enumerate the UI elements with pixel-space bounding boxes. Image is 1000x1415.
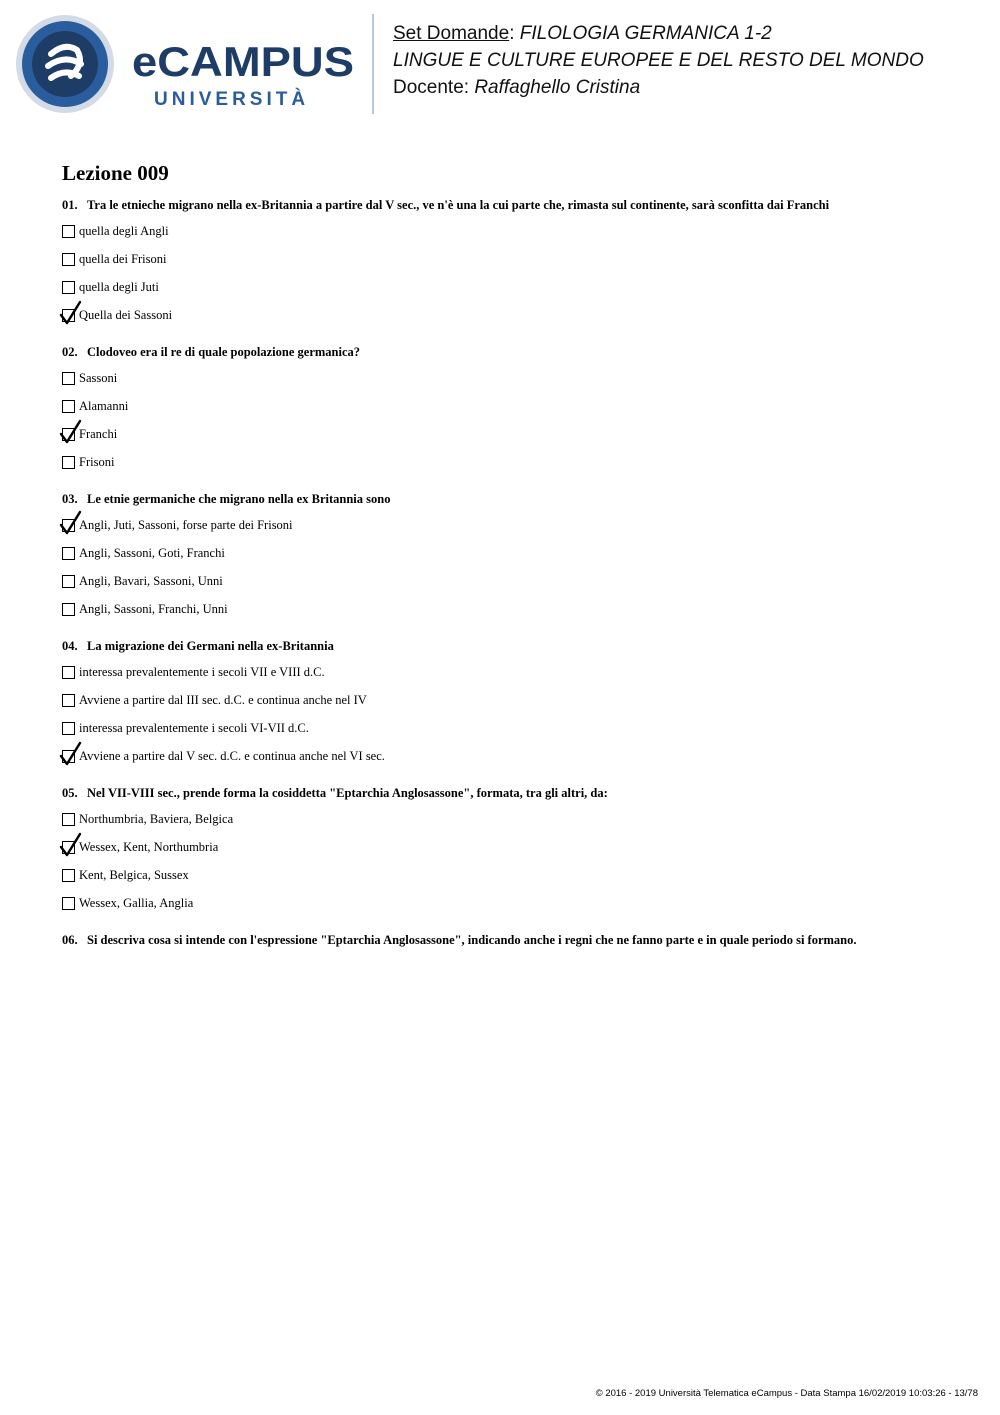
answer-option[interactable] [62, 691, 367, 709]
option-label: Wessex, Gallia, Anglia [79, 895, 194, 910]
option-label: quella dei Frisoni [79, 251, 167, 266]
answer-option[interactable] [62, 663, 325, 681]
option-label: Frisoni [79, 454, 115, 469]
option-label: Angli, Juti, Sassoni, forse parte dei Frisoni [79, 517, 293, 532]
question-number: 06. [62, 933, 78, 947]
course-name: LINGUE E CULTURE EUROPEE E DEL RESTO DEL MONDO [393, 50, 924, 71]
page-footer: © 2016 - 2019 Università Telematica eCampus - Data Stampa 16/02/2019 10:03:26 - 13/78 [595, 1388, 978, 1399]
option-label: Angli, Bavari, Sassoni, Unni [79, 573, 223, 588]
checkbox[interactable] [62, 603, 75, 616]
checkbox[interactable] [62, 253, 75, 266]
question-number: 04. [62, 639, 78, 653]
answer-option[interactable] [62, 425, 117, 443]
checkbox[interactable] [62, 813, 75, 826]
question-text: La migrazione dei Germani nella ex-Britannia [87, 639, 334, 653]
page-header [0, 0, 1000, 130]
option-label: Alamanni [79, 398, 129, 413]
checkbox-checked[interactable] [62, 750, 75, 763]
header-divider [372, 14, 374, 114]
checkbox-checked[interactable] [62, 841, 75, 854]
answer-option[interactable] [62, 397, 128, 415]
checkmark-icon [58, 419, 84, 445]
option-label: Angli, Sassoni, Franchi, Unni [79, 601, 228, 616]
question-number: 02. [62, 345, 78, 359]
option-label: Wessex, Kent, Northumbria [79, 839, 219, 854]
question-number: 05. [62, 786, 78, 800]
option-label: Quella dei Sassoni [79, 307, 173, 322]
checkbox[interactable] [62, 869, 75, 882]
svg-text:eCAMPUS: eCAMPUS [132, 38, 354, 85]
answer-option[interactable] [62, 453, 114, 471]
checkbox[interactable] [62, 547, 75, 560]
svg-text:UNIVERSITÀ: UNIVERSITÀ [154, 89, 310, 110]
checkmark-icon [58, 300, 84, 326]
set-separator: : [509, 23, 520, 44]
checkbox[interactable] [62, 666, 75, 679]
answer-option[interactable] [62, 600, 228, 618]
question-text: Tra le etnieche migrano nella ex-Britannia a partire dal V sec., ve n'è una la cui parte che, rimasta sul continente, sarà sconfitta dai Franchi [87, 198, 830, 212]
answer-option[interactable] [62, 838, 218, 856]
checkbox[interactable] [62, 722, 75, 735]
question-5 [62, 786, 608, 801]
question-4 [62, 639, 334, 654]
checkmark-icon [58, 741, 84, 767]
question-number: 01. [62, 198, 78, 212]
checkbox[interactable] [62, 225, 75, 238]
option-label: Avviene a partire dal III sec. d.C. e continua anche nel IV [79, 692, 367, 707]
option-label: Northumbria, Baviera, Belgica [79, 811, 234, 826]
checkmark-icon [58, 832, 84, 858]
ecampus-logo-emblem-icon [15, 14, 115, 114]
answer-option[interactable] [62, 894, 193, 912]
lesson-title: Lezione 009 [62, 161, 169, 185]
question-3 [62, 492, 390, 507]
option-label: Franchi [79, 426, 118, 441]
answer-option[interactable] [62, 306, 172, 324]
question-text: Le etnie germaniche che migrano nella ex Britannia sono [87, 492, 391, 506]
option-label: Angli, Sassoni, Goti, Franchi [79, 545, 225, 560]
set-line [393, 20, 924, 47]
option-label: Sassoni [79, 370, 118, 385]
checkbox-checked[interactable] [62, 309, 75, 322]
option-label: Kent, Belgica, Sussex [79, 867, 189, 882]
answer-option[interactable] [62, 544, 225, 562]
question-text: Nel VII-VIII sec., prende forma la cosiddetta "Eptarchia Anglosassone", formata, tra gli altri, da: [87, 786, 608, 800]
answer-option[interactable] [62, 747, 385, 765]
question-1 [62, 198, 829, 213]
answer-option[interactable] [62, 810, 233, 828]
question-text: Si descriva cosa si intende con l'espressione "Eptarchia Anglosassone", indicando anche i regni che ne fanno parte e in quale periodo si formano. [87, 933, 857, 947]
question-text: Clodoveo era il re di quale popolazione germanica? [87, 345, 361, 359]
answer-option[interactable] [62, 278, 159, 296]
course-info [393, 20, 924, 101]
question-6 [62, 933, 857, 948]
set-value: FILOLOGIA GERMANICA 1-2 [519, 23, 772, 44]
option-label: interessa prevalentemente i secoli VII e VIII d.C. [79, 664, 325, 679]
teacher-label: Docente: [393, 77, 475, 98]
answer-option[interactable] [62, 866, 189, 884]
question-number: 03. [62, 492, 78, 506]
answer-option[interactable] [62, 250, 167, 268]
set-label: Set Domande [393, 23, 510, 44]
answer-option[interactable] [62, 719, 309, 737]
checkbox[interactable] [62, 456, 75, 469]
checkbox-checked[interactable] [62, 428, 75, 441]
option-label: quella degli Juti [79, 279, 159, 294]
teacher-name: Raffaghello Cristina [474, 77, 641, 98]
checkbox[interactable] [62, 694, 75, 707]
checkbox[interactable] [62, 372, 75, 385]
option-label: quella degli Angli [79, 223, 169, 238]
option-label: interessa prevalentemente i secoli VI-VII d.C. [79, 720, 309, 735]
checkbox[interactable] [62, 897, 75, 910]
checkbox[interactable] [62, 575, 75, 588]
answer-option[interactable] [62, 516, 293, 534]
ecampus-wordmark [132, 38, 357, 113]
checkbox[interactable] [62, 400, 75, 413]
question-2 [62, 345, 360, 360]
answer-option[interactable] [62, 222, 169, 240]
answer-option[interactable] [62, 369, 117, 387]
teacher-line [393, 74, 924, 101]
checkbox-checked[interactable] [62, 519, 75, 532]
checkbox[interactable] [62, 281, 75, 294]
answer-option[interactable] [62, 572, 223, 590]
checkmark-icon [58, 510, 84, 536]
option-label: Avviene a partire dal V sec. d.C. e continua anche nel VI sec. [79, 748, 385, 763]
